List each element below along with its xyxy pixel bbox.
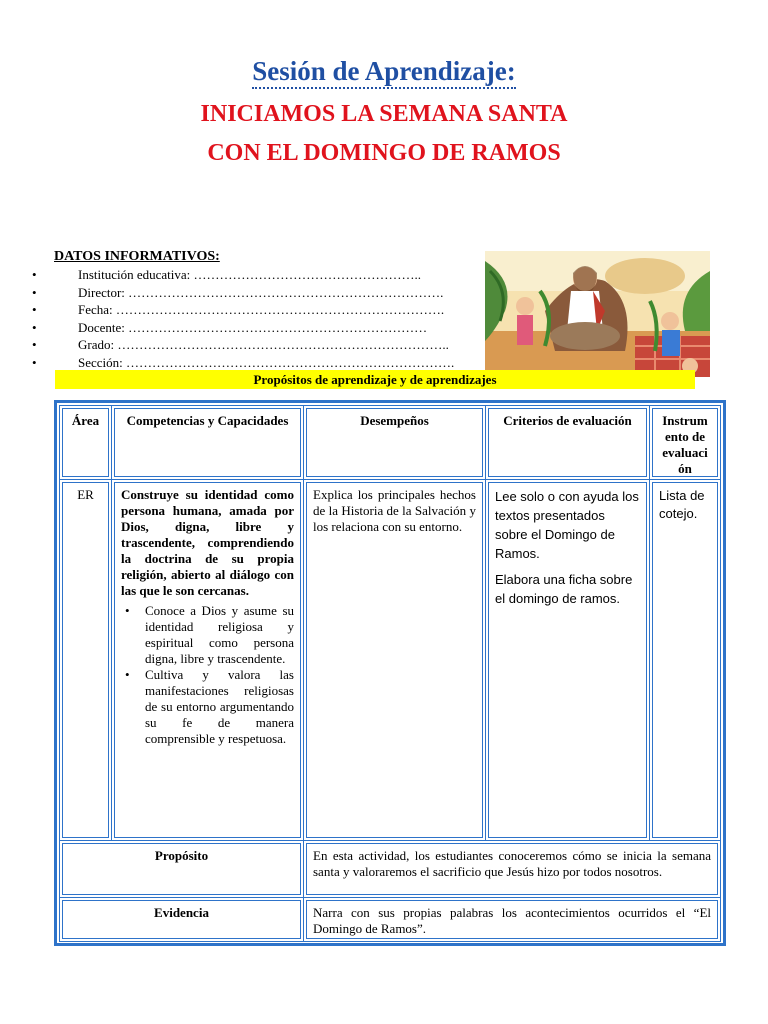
datos-item-director: • Director: ………………………………………………………………. xyxy=(32,284,444,300)
proposito-text: En esta actividad, los estudiantes conoceremos cómo se inicia la semana santa y valoraremos el sacrificio que Jesús hizo por todos nosotros. xyxy=(303,840,721,898)
datos-item-institucion: • Institución educativa: …………………………………………….. xyxy=(32,267,422,282)
header-criterios: Criterios de evaluación xyxy=(485,405,650,480)
palm-sunday-illustration xyxy=(485,251,710,377)
capacidad-item: • Cultiva y valora las manifestaciones religiosas de su entorno argumentando su fe de manera comprensible y respetuosa. xyxy=(125,667,294,746)
bullet-icon: • xyxy=(125,667,130,682)
row-desempeno: Explica los principales hechos de la Historia de la Salvación y los relaciona con su entorno. xyxy=(303,479,486,841)
header-competencias: Competencias y Capacidades xyxy=(111,405,304,480)
datos-item-fecha: • Fecha: …………………………………………………………………. xyxy=(32,302,445,317)
criterio-item: Lee solo o con ayuda los textos presentados sobre el Domingo de Ramos. xyxy=(495,489,639,561)
criterio-item: Elabora una ficha sobre el domingo de ramos. xyxy=(495,572,633,606)
evidencia-text: Narra con sus propias palabras los acontecimientos ocurridos el “El Domingo de Ramos”. xyxy=(303,897,721,942)
row-area: ER xyxy=(59,479,112,841)
row-instrumento: Lista de cotejo. xyxy=(649,479,721,841)
bullet-icon: • xyxy=(32,319,37,335)
session-subtitle-line2: CON EL DOMINGO DE RAMOS xyxy=(207,140,561,166)
datos-item-seccion: • Sección: …………………………………………………………………. xyxy=(32,354,455,370)
propositos-banner: Propósitos de aprendizaje y de aprendizajes xyxy=(55,370,695,389)
datos-informativos-heading: DATOS INFORMATIVOS: xyxy=(54,249,220,264)
session-subtitle-line1: INICIAMOS LA SEMANA SANTA xyxy=(200,101,568,127)
proposito-label: Propósito xyxy=(59,840,304,898)
bullet-icon: • xyxy=(32,354,37,370)
row-competencias xyxy=(111,479,304,841)
evidencia-label: Evidencia xyxy=(59,897,304,942)
header-instrumento: Instrum ento de evaluaci ón xyxy=(649,405,721,480)
header-area: Área xyxy=(59,405,112,480)
capacidades-list xyxy=(121,603,294,747)
datos-informativos-list xyxy=(32,266,454,371)
bullet-icon: • xyxy=(32,302,37,317)
competencia-text: Construye su identidad como persona humana, amada por Dios, digna, libre y trascendente, comprendiendo la doctrina de su propia religión, abierto al diálogo con las que le son cercanas. xyxy=(121,487,294,598)
bullet-icon: • xyxy=(125,603,130,618)
row-criterios xyxy=(485,479,650,841)
bullet-icon: • xyxy=(32,284,37,300)
capacidad-item: • Conoce a Dios y asume su identidad religiosa y espiritual como persona digna, libre y trascendente. xyxy=(125,603,294,666)
datos-item-docente: • Docente: …………………………………………………………… xyxy=(32,319,428,335)
datos-item-grado: • Grado: ………………………………………………………………….. xyxy=(32,337,449,352)
bullet-icon: • xyxy=(32,337,37,352)
header-desempenos: Desempeños xyxy=(303,405,486,480)
session-title: Sesión de Aprendizaje: xyxy=(0,56,768,87)
bullet-icon: • xyxy=(32,267,37,282)
